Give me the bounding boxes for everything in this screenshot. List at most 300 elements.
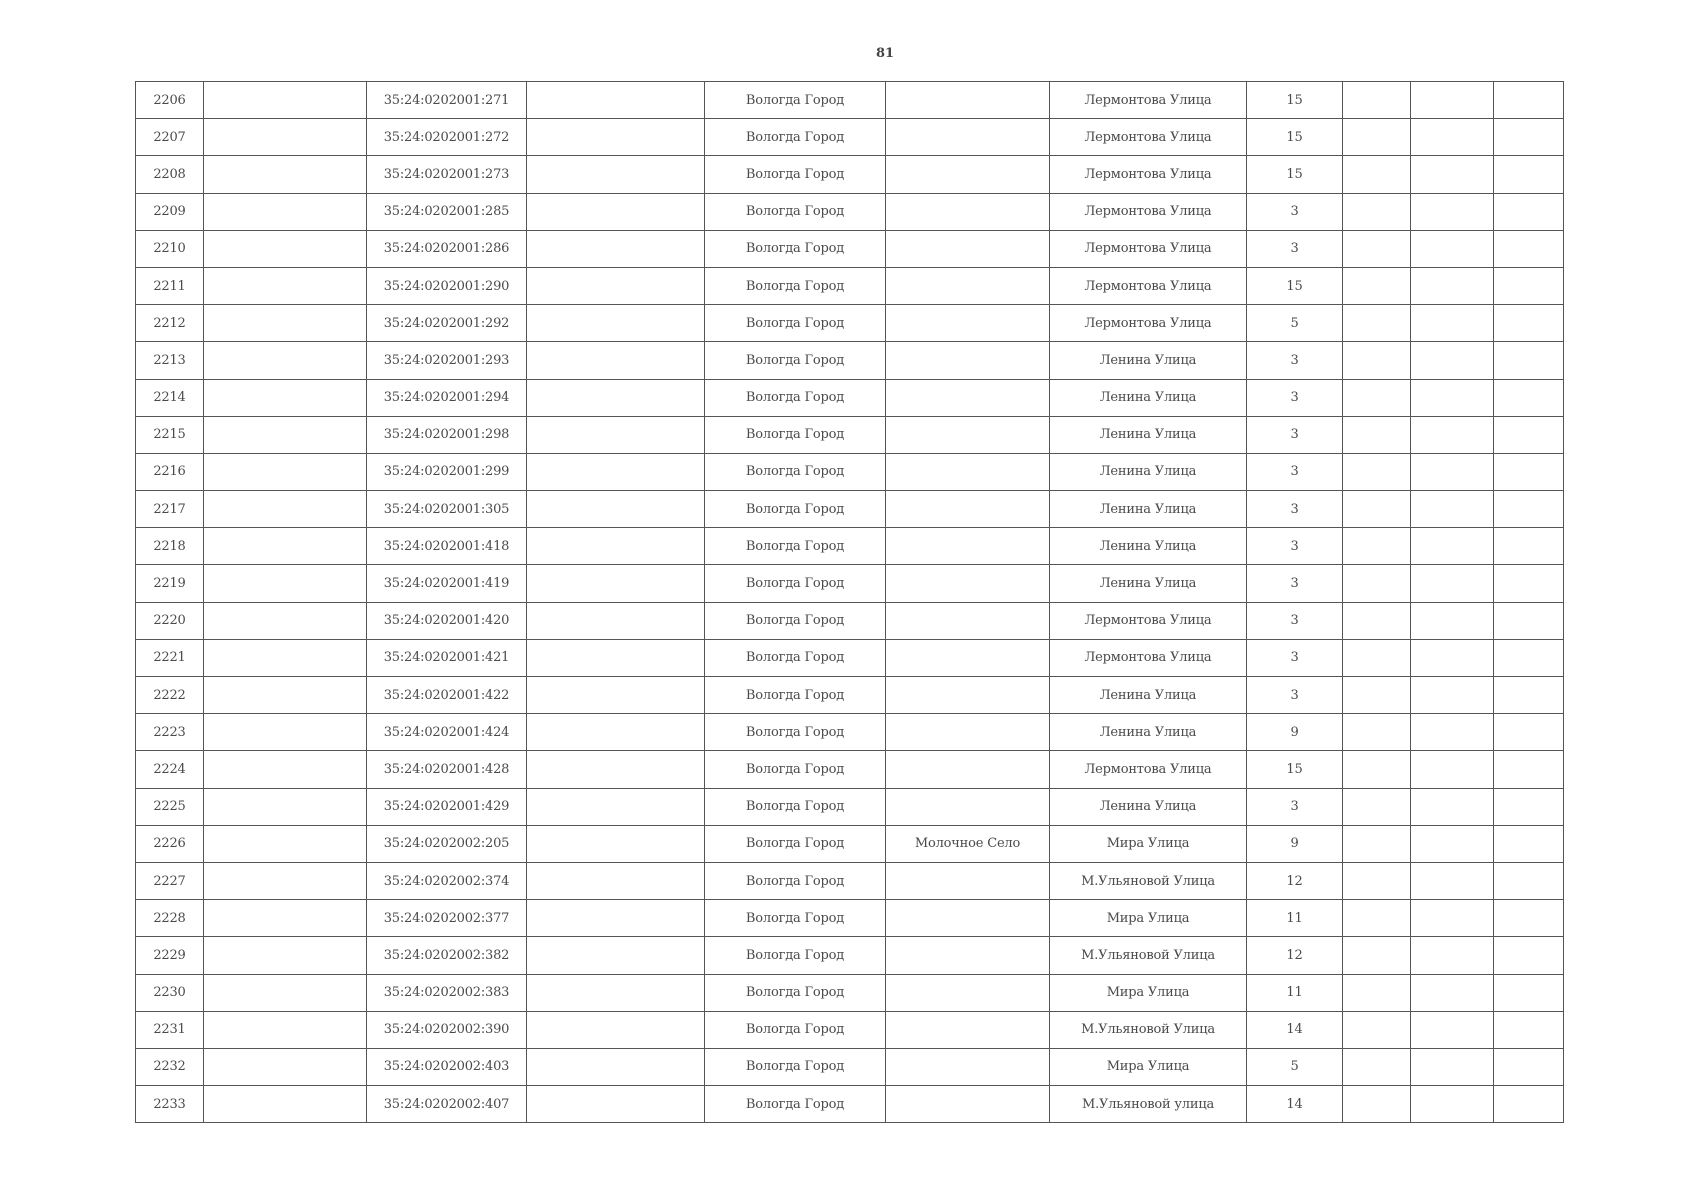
empty-cell: [1343, 416, 1411, 453]
cadastral-number-cell: 35:24:0202002:382: [367, 937, 527, 974]
city-cell: Вологда Город: [705, 82, 886, 119]
cadastral-number-cell: 35:24:0202002:374: [367, 862, 527, 899]
empty-cell: [527, 453, 705, 490]
empty-cell: [1494, 305, 1564, 342]
cadastral-number-cell: 35:24:0202001:294: [367, 379, 527, 416]
city-cell: Вологда Город: [705, 193, 886, 230]
empty-cell: [1411, 230, 1494, 267]
row-number-cell: 2212: [136, 305, 204, 342]
empty-cell: [1494, 602, 1564, 639]
locality-cell: [886, 267, 1050, 304]
empty-cell: [1343, 1048, 1411, 1085]
street-cell: Лермонтова Улица: [1050, 193, 1247, 230]
empty-cell: [1411, 82, 1494, 119]
empty-cell: [204, 305, 367, 342]
empty-cell: [204, 416, 367, 453]
empty-cell: [1411, 193, 1494, 230]
empty-cell: [527, 491, 705, 528]
cadastral-number-cell: 35:24:0202001:299: [367, 453, 527, 490]
empty-cell: [1494, 230, 1564, 267]
house-number-cell: 3: [1247, 453, 1343, 490]
table-row: [136, 416, 1564, 453]
empty-cell: [204, 267, 367, 304]
empty-cell: [204, 751, 367, 788]
empty-cell: [204, 342, 367, 379]
empty-cell: [527, 1048, 705, 1085]
cadastral-number-cell: 35:24:0202001:420: [367, 602, 527, 639]
empty-cell: [1343, 156, 1411, 193]
cadastral-number-cell: 35:24:0202002:205: [367, 825, 527, 862]
street-cell: Ленина Улица: [1050, 379, 1247, 416]
cadastral-number-cell: 35:24:0202002:383: [367, 974, 527, 1011]
empty-cell: [1343, 862, 1411, 899]
empty-cell: [527, 937, 705, 974]
empty-cell: [204, 900, 367, 937]
empty-cell: [1494, 825, 1564, 862]
street-cell: М.Ульяновой Улица: [1050, 862, 1247, 899]
empty-cell: [527, 900, 705, 937]
empty-cell: [527, 156, 705, 193]
empty-cell: [1411, 305, 1494, 342]
city-cell: Вологда Город: [705, 379, 886, 416]
row-number-cell: 2227: [136, 862, 204, 899]
street-cell: Ленина Улица: [1050, 491, 1247, 528]
locality-cell: [886, 416, 1050, 453]
empty-cell: [1494, 677, 1564, 714]
city-cell: Вологда Город: [705, 639, 886, 676]
street-cell: Лермонтова Улица: [1050, 82, 1247, 119]
empty-cell: [1494, 453, 1564, 490]
register-table: [135, 81, 1564, 1123]
empty-cell: [527, 1011, 705, 1048]
house-number-cell: 14: [1247, 1011, 1343, 1048]
empty-cell: [1343, 937, 1411, 974]
empty-cell: [204, 379, 367, 416]
empty-cell: [1343, 1011, 1411, 1048]
empty-cell: [1411, 974, 1494, 1011]
empty-cell: [527, 639, 705, 676]
empty-cell: [204, 937, 367, 974]
locality-cell: [886, 900, 1050, 937]
house-number-cell: 3: [1247, 788, 1343, 825]
street-cell: Лермонтова Улица: [1050, 639, 1247, 676]
empty-cell: [1343, 491, 1411, 528]
empty-cell: [204, 82, 367, 119]
empty-cell: [1343, 1086, 1411, 1123]
house-number-cell: 3: [1247, 602, 1343, 639]
row-number-cell: 2213: [136, 342, 204, 379]
empty-cell: [204, 230, 367, 267]
empty-cell: [204, 825, 367, 862]
empty-cell: [1494, 862, 1564, 899]
row-number-cell: 2218: [136, 528, 204, 565]
table-row: [136, 714, 1564, 751]
empty-cell: [1343, 453, 1411, 490]
table-row: [136, 156, 1564, 193]
cadastral-number-cell: 35:24:0202001:419: [367, 565, 527, 602]
cadastral-number-cell: 35:24:0202001:273: [367, 156, 527, 193]
city-cell: Вологда Город: [705, 974, 886, 1011]
cadastral-number-cell: 35:24:0202001:421: [367, 639, 527, 676]
street-cell: Мира Улица: [1050, 900, 1247, 937]
table-row: [136, 639, 1564, 676]
locality-cell: [886, 193, 1050, 230]
empty-cell: [527, 193, 705, 230]
row-number-cell: 2220: [136, 602, 204, 639]
table-row: [136, 379, 1564, 416]
house-number-cell: 12: [1247, 862, 1343, 899]
locality-cell: [886, 230, 1050, 267]
row-number-cell: 2223: [136, 714, 204, 751]
street-cell: Ленина Улица: [1050, 416, 1247, 453]
table-row: [136, 974, 1564, 1011]
table-row: [136, 788, 1564, 825]
locality-cell: [886, 937, 1050, 974]
cadastral-number-cell: 35:24:0202002:407: [367, 1086, 527, 1123]
empty-cell: [1494, 416, 1564, 453]
table-row: [136, 937, 1564, 974]
street-cell: Мира Улица: [1050, 1048, 1247, 1085]
table-row: [136, 602, 1564, 639]
empty-cell: [1494, 974, 1564, 1011]
city-cell: Вологда Город: [705, 119, 886, 156]
empty-cell: [1411, 714, 1494, 751]
house-number-cell: 5: [1247, 1048, 1343, 1085]
empty-cell: [1343, 342, 1411, 379]
empty-cell: [527, 974, 705, 1011]
street-cell: Ленина Улица: [1050, 453, 1247, 490]
empty-cell: [1343, 714, 1411, 751]
street-cell: Лермонтова Улица: [1050, 602, 1247, 639]
cadastral-number-cell: 35:24:0202001:429: [367, 788, 527, 825]
empty-cell: [1494, 565, 1564, 602]
street-cell: Лермонтова Улица: [1050, 751, 1247, 788]
table-row: [136, 751, 1564, 788]
empty-cell: [527, 677, 705, 714]
row-number-cell: 2228: [136, 900, 204, 937]
empty-cell: [1343, 267, 1411, 304]
street-cell: Ленина Улица: [1050, 677, 1247, 714]
empty-cell: [1343, 305, 1411, 342]
house-number-cell: 3: [1247, 193, 1343, 230]
locality-cell: [886, 1048, 1050, 1085]
empty-cell: [1411, 491, 1494, 528]
empty-cell: [1343, 193, 1411, 230]
empty-cell: [1494, 379, 1564, 416]
house-number-cell: 9: [1247, 714, 1343, 751]
street-cell: Лермонтова Улица: [1050, 305, 1247, 342]
empty-cell: [1411, 528, 1494, 565]
empty-cell: [1343, 900, 1411, 937]
locality-cell: [886, 639, 1050, 676]
row-number-cell: 2226: [136, 825, 204, 862]
locality-cell: [886, 82, 1050, 119]
empty-cell: [1494, 900, 1564, 937]
table-row: [136, 900, 1564, 937]
empty-cell: [204, 788, 367, 825]
empty-cell: [1494, 1011, 1564, 1048]
table-row: [136, 1086, 1564, 1123]
empty-cell: [1411, 156, 1494, 193]
empty-cell: [1343, 119, 1411, 156]
empty-cell: [1494, 751, 1564, 788]
empty-cell: [204, 193, 367, 230]
street-cell: Лермонтова Улица: [1050, 267, 1247, 304]
house-number-cell: 3: [1247, 379, 1343, 416]
empty-cell: [204, 1048, 367, 1085]
street-cell: Ленина Улица: [1050, 788, 1247, 825]
locality-cell: [886, 1086, 1050, 1123]
empty-cell: [204, 639, 367, 676]
empty-cell: [1494, 267, 1564, 304]
empty-cell: [1343, 788, 1411, 825]
row-number-cell: 2217: [136, 491, 204, 528]
locality-cell: Молочное Село: [886, 825, 1050, 862]
table-row: [136, 193, 1564, 230]
city-cell: Вологда Город: [705, 751, 886, 788]
city-cell: Вологда Город: [705, 267, 886, 304]
empty-cell: [527, 825, 705, 862]
empty-cell: [1343, 379, 1411, 416]
locality-cell: [886, 1011, 1050, 1048]
locality-cell: [886, 602, 1050, 639]
empty-cell: [1411, 677, 1494, 714]
city-cell: Вологда Город: [705, 453, 886, 490]
row-number-cell: 2233: [136, 1086, 204, 1123]
locality-cell: [886, 342, 1050, 379]
city-cell: Вологда Город: [705, 342, 886, 379]
city-cell: Вологда Город: [705, 230, 886, 267]
row-number-cell: 2222: [136, 677, 204, 714]
empty-cell: [204, 119, 367, 156]
empty-cell: [1411, 1011, 1494, 1048]
table-body: [136, 82, 1564, 1123]
street-cell: Лермонтова Улица: [1050, 119, 1247, 156]
table-row: [136, 1011, 1564, 1048]
empty-cell: [1411, 639, 1494, 676]
city-cell: Вологда Город: [705, 565, 886, 602]
city-cell: Вологда Город: [705, 1048, 886, 1085]
cadastral-number-cell: 35:24:0202001:271: [367, 82, 527, 119]
row-number-cell: 2209: [136, 193, 204, 230]
cadastral-number-cell: 35:24:0202001:286: [367, 230, 527, 267]
locality-cell: [886, 714, 1050, 751]
house-number-cell: 9: [1247, 825, 1343, 862]
cadastral-number-cell: 35:24:0202001:298: [367, 416, 527, 453]
cadastral-number-cell: 35:24:0202002:403: [367, 1048, 527, 1085]
table-row: [136, 491, 1564, 528]
locality-cell: [886, 119, 1050, 156]
street-cell: Ленина Улица: [1050, 342, 1247, 379]
house-number-cell: 11: [1247, 900, 1343, 937]
empty-cell: [204, 491, 367, 528]
empty-cell: [527, 379, 705, 416]
table-row: [136, 230, 1564, 267]
empty-cell: [1411, 565, 1494, 602]
city-cell: Вологда Город: [705, 714, 886, 751]
empty-cell: [527, 751, 705, 788]
empty-cell: [1411, 862, 1494, 899]
table-row: [136, 528, 1564, 565]
street-cell: Ленина Улица: [1050, 528, 1247, 565]
empty-cell: [1411, 1048, 1494, 1085]
cadastral-number-cell: 35:24:0202002:390: [367, 1011, 527, 1048]
empty-cell: [1411, 119, 1494, 156]
row-number-cell: 2211: [136, 267, 204, 304]
empty-cell: [1494, 1086, 1564, 1123]
locality-cell: [886, 677, 1050, 714]
house-number-cell: 15: [1247, 751, 1343, 788]
row-number-cell: 2221: [136, 639, 204, 676]
empty-cell: [1343, 677, 1411, 714]
city-cell: Вологда Город: [705, 491, 886, 528]
street-cell: Мира Улица: [1050, 825, 1247, 862]
empty-cell: [1343, 230, 1411, 267]
empty-cell: [204, 677, 367, 714]
city-cell: Вологда Город: [705, 677, 886, 714]
empty-cell: [527, 416, 705, 453]
row-number-cell: 2232: [136, 1048, 204, 1085]
street-cell: М.Ульяновой Улица: [1050, 1011, 1247, 1048]
empty-cell: [1343, 974, 1411, 1011]
row-number-cell: 2224: [136, 751, 204, 788]
cadastral-number-cell: 35:24:0202002:377: [367, 900, 527, 937]
locality-cell: [886, 156, 1050, 193]
street-cell: Лермонтова Улица: [1050, 230, 1247, 267]
empty-cell: [527, 230, 705, 267]
row-number-cell: 2231: [136, 1011, 204, 1048]
house-number-cell: 3: [1247, 230, 1343, 267]
locality-cell: [886, 528, 1050, 565]
empty-cell: [527, 305, 705, 342]
empty-cell: [527, 862, 705, 899]
locality-cell: [886, 974, 1050, 1011]
empty-cell: [1343, 639, 1411, 676]
cadastral-number-cell: 35:24:0202001:293: [367, 342, 527, 379]
city-cell: Вологда Город: [705, 1011, 886, 1048]
table-row: [136, 453, 1564, 490]
table-row: [136, 677, 1564, 714]
cadastral-number-cell: 35:24:0202001:272: [367, 119, 527, 156]
city-cell: Вологда Город: [705, 937, 886, 974]
empty-cell: [1494, 156, 1564, 193]
table-row: [136, 862, 1564, 899]
house-number-cell: 11: [1247, 974, 1343, 1011]
cadastral-number-cell: 35:24:0202001:290: [367, 267, 527, 304]
row-number-cell: 2208: [136, 156, 204, 193]
row-number-cell: 2215: [136, 416, 204, 453]
table-row: [136, 305, 1564, 342]
empty-cell: [527, 82, 705, 119]
empty-cell: [204, 714, 367, 751]
city-cell: Вологда Город: [705, 528, 886, 565]
house-number-cell: 3: [1247, 491, 1343, 528]
city-cell: Вологда Город: [705, 788, 886, 825]
empty-cell: [527, 565, 705, 602]
cadastral-number-cell: 35:24:0202001:422: [367, 677, 527, 714]
row-number-cell: 2230: [136, 974, 204, 1011]
locality-cell: [886, 491, 1050, 528]
cadastral-number-cell: 35:24:0202001:292: [367, 305, 527, 342]
empty-cell: [1494, 714, 1564, 751]
empty-cell: [1494, 491, 1564, 528]
empty-cell: [204, 565, 367, 602]
house-number-cell: 12: [1247, 937, 1343, 974]
empty-cell: [1411, 900, 1494, 937]
empty-cell: [1411, 1086, 1494, 1123]
city-cell: Вологда Город: [705, 825, 886, 862]
city-cell: Вологда Город: [705, 862, 886, 899]
locality-cell: [886, 305, 1050, 342]
house-number-cell: 5: [1247, 305, 1343, 342]
empty-cell: [1411, 825, 1494, 862]
empty-cell: [1343, 602, 1411, 639]
street-cell: М.Ульяновой Улица: [1050, 937, 1247, 974]
page-number: 81: [875, 46, 895, 61]
locality-cell: [886, 565, 1050, 602]
empty-cell: [527, 267, 705, 304]
row-number-cell: 2216: [136, 453, 204, 490]
house-number-cell: 14: [1247, 1086, 1343, 1123]
city-cell: Вологда Город: [705, 1086, 886, 1123]
empty-cell: [204, 453, 367, 490]
empty-cell: [1494, 788, 1564, 825]
table-row: [136, 565, 1564, 602]
empty-cell: [204, 974, 367, 1011]
empty-cell: [204, 1086, 367, 1123]
table-row: [136, 82, 1564, 119]
house-number-cell: 15: [1247, 267, 1343, 304]
empty-cell: [527, 788, 705, 825]
house-number-cell: 3: [1247, 416, 1343, 453]
cadastral-number-cell: 35:24:0202001:424: [367, 714, 527, 751]
empty-cell: [204, 156, 367, 193]
empty-cell: [204, 602, 367, 639]
empty-cell: [1411, 751, 1494, 788]
house-number-cell: 3: [1247, 528, 1343, 565]
empty-cell: [1494, 1048, 1564, 1085]
cadastral-number-cell: 35:24:0202001:418: [367, 528, 527, 565]
table-row: [136, 342, 1564, 379]
house-number-cell: 3: [1247, 677, 1343, 714]
empty-cell: [1343, 751, 1411, 788]
city-cell: Вологда Город: [705, 305, 886, 342]
row-number-cell: 2207: [136, 119, 204, 156]
row-number-cell: 2229: [136, 937, 204, 974]
empty-cell: [1411, 342, 1494, 379]
house-number-cell: 3: [1247, 342, 1343, 379]
empty-cell: [1494, 193, 1564, 230]
cadastral-number-cell: 35:24:0202001:285: [367, 193, 527, 230]
house-number-cell: 15: [1247, 156, 1343, 193]
row-number-cell: 2225: [136, 788, 204, 825]
locality-cell: [886, 453, 1050, 490]
locality-cell: [886, 862, 1050, 899]
house-number-cell: 3: [1247, 639, 1343, 676]
table-row: [136, 267, 1564, 304]
locality-cell: [886, 788, 1050, 825]
empty-cell: [1494, 937, 1564, 974]
street-cell: Мира Улица: [1050, 974, 1247, 1011]
empty-cell: [1411, 788, 1494, 825]
house-number-cell: 15: [1247, 82, 1343, 119]
row-number-cell: 2219: [136, 565, 204, 602]
empty-cell: [1343, 82, 1411, 119]
empty-cell: [527, 119, 705, 156]
cadastral-number-cell: 35:24:0202001:305: [367, 491, 527, 528]
row-number-cell: 2214: [136, 379, 204, 416]
city-cell: Вологда Город: [705, 602, 886, 639]
